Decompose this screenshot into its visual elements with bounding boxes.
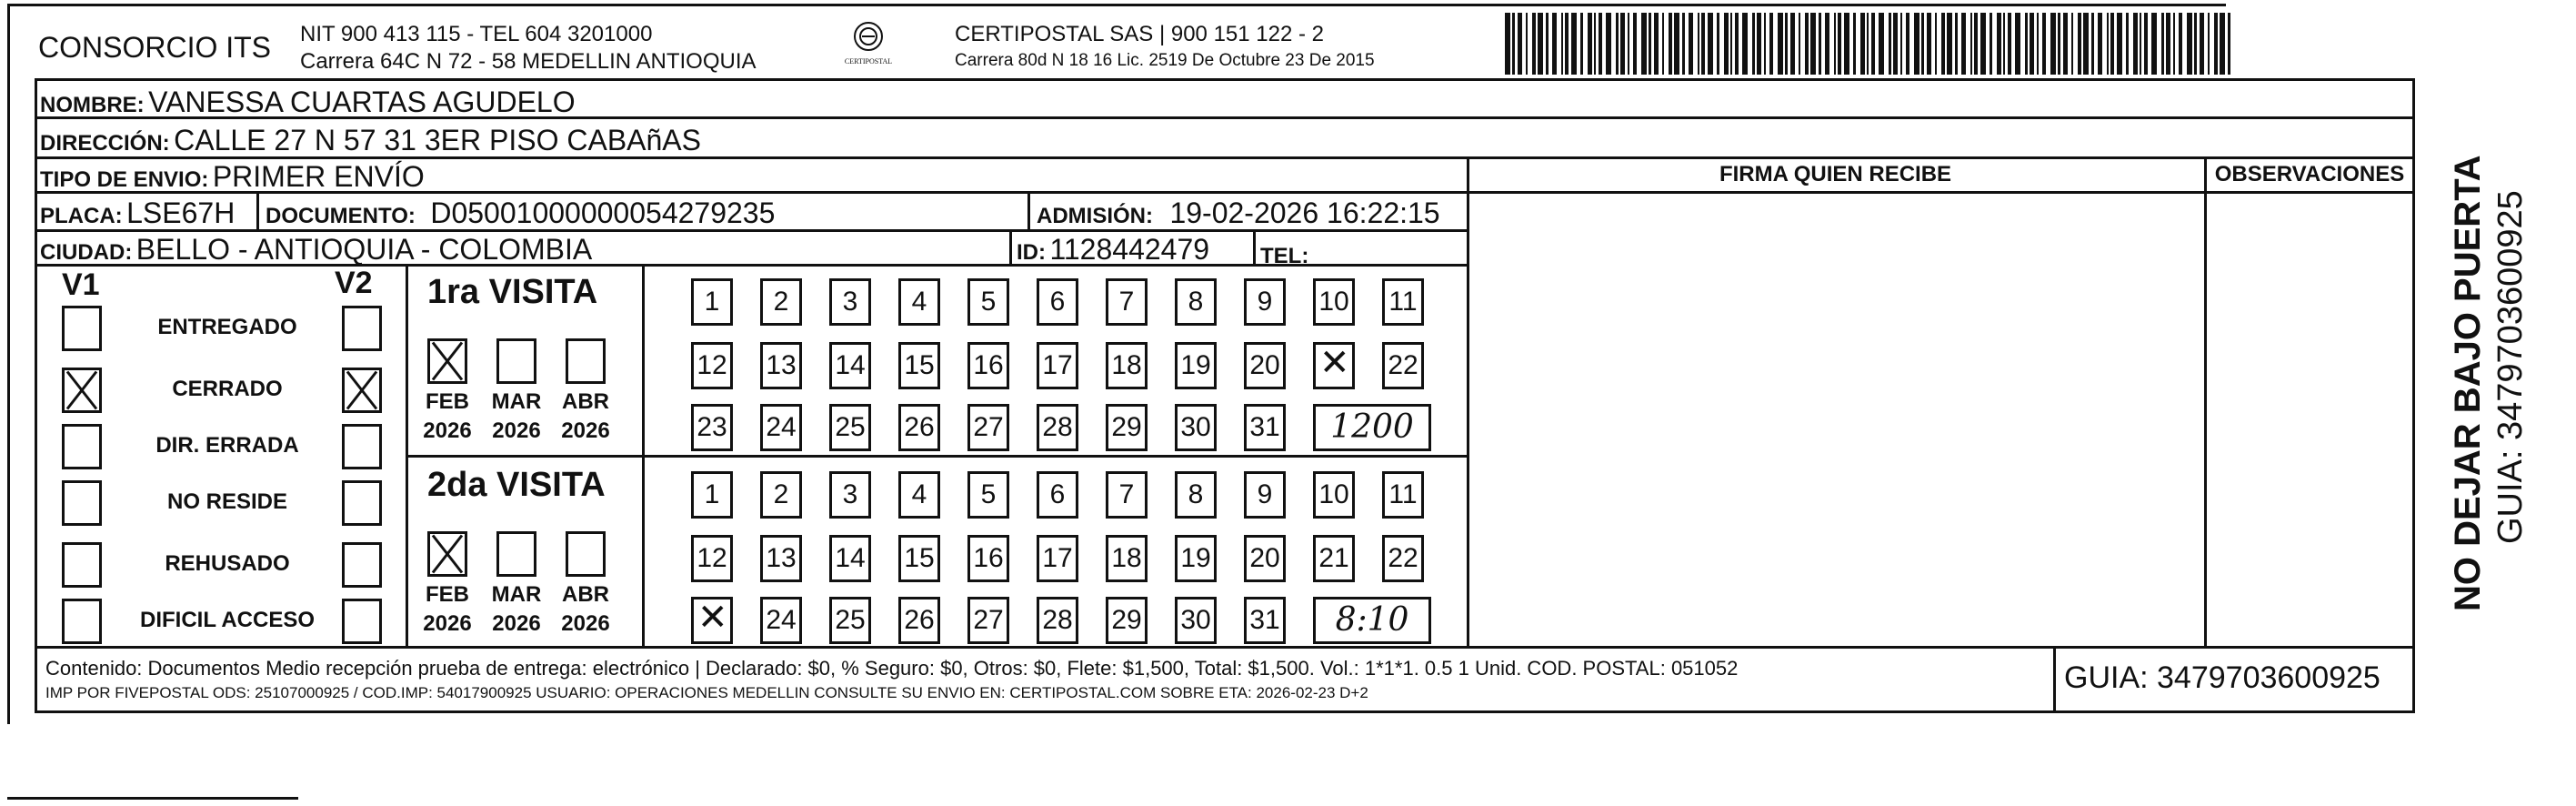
barcode-bar bbox=[1526, 13, 1528, 75]
status-label: CERRADO bbox=[172, 377, 283, 401]
signature-area[interactable] bbox=[1469, 194, 2202, 645]
barcode-bar bbox=[2144, 13, 2148, 75]
left-border bbox=[7, 4, 10, 724]
barcode-bar bbox=[2220, 13, 2225, 75]
day-23-box[interactable] bbox=[691, 597, 733, 644]
barcode-bar bbox=[1701, 13, 1705, 75]
barcode-bar bbox=[2126, 13, 2129, 75]
barcode-bar bbox=[1654, 13, 1659, 75]
day-9-box[interactable]: 9 bbox=[1244, 278, 1286, 326]
day-20-box[interactable]: 20 bbox=[1244, 342, 1286, 389]
nombre-row bbox=[40, 86, 576, 119]
day-5-box[interactable]: 5 bbox=[967, 278, 1009, 326]
month-year: 2026 bbox=[492, 611, 541, 636]
v1-header: V1 bbox=[62, 267, 100, 302]
barcode-bar bbox=[1799, 13, 1800, 75]
day-24-box[interactable]: 24 bbox=[760, 597, 802, 644]
company-name: CONSORCIO ITS bbox=[38, 31, 272, 64]
month-label bbox=[487, 580, 546, 639]
cell-divider bbox=[256, 191, 259, 229]
logo-emblem-icon bbox=[850, 20, 887, 53]
visit-title: 1ra VISITA bbox=[427, 273, 598, 311]
barcode-bar bbox=[2140, 13, 2141, 75]
day-15-box[interactable]: 15 bbox=[898, 535, 940, 582]
day-19-box[interactable]: 19 bbox=[1175, 535, 1217, 582]
barcode-bar bbox=[1819, 13, 1821, 75]
day-1-box[interactable]: 1 bbox=[691, 471, 733, 519]
month-label bbox=[418, 388, 476, 446]
courier-address: Carrera 80d N 18 16 Lic. 2519 De Octubre 23 De 2015 bbox=[955, 51, 1375, 70]
barcode-bar bbox=[1674, 13, 1679, 75]
barcode-bar bbox=[2083, 13, 2089, 75]
v2-checkbox[interactable] bbox=[342, 542, 382, 588]
placa-label: PLACA: bbox=[40, 204, 123, 228]
nombre-label: NOMBRE: bbox=[40, 93, 145, 117]
ciudad-label: CIUDAD: bbox=[40, 240, 133, 265]
day-26-box[interactable]: 26 bbox=[898, 597, 940, 644]
barcode-bar bbox=[2091, 13, 2094, 75]
firma-header: FIRMA QUIEN RECIBE bbox=[1719, 162, 1952, 186]
barcode-bar bbox=[1662, 13, 1664, 75]
barcode-bar bbox=[1941, 13, 1945, 75]
day-3-box[interactable]: 3 bbox=[829, 278, 871, 326]
barcode-bar bbox=[2042, 13, 2046, 75]
day-2-box[interactable]: 2 bbox=[760, 278, 802, 326]
month-year: 2026 bbox=[492, 418, 541, 443]
day-18-box[interactable]: 18 bbox=[1106, 342, 1148, 389]
barcode-bar bbox=[2063, 13, 2068, 75]
barcode-bar bbox=[2030, 13, 2034, 75]
cell-divider bbox=[1253, 229, 1256, 264]
day-7-box[interactable]: 7 bbox=[1106, 471, 1148, 519]
tel-label: TEL: bbox=[1260, 244, 1309, 268]
id-label: ID: bbox=[1017, 240, 1046, 265]
barcode-bar bbox=[1724, 13, 1729, 75]
barcode-bar bbox=[2008, 13, 2011, 75]
documento-cell bbox=[266, 196, 775, 230]
barcode-bar bbox=[1970, 13, 1972, 75]
day-6-box[interactable]: 6 bbox=[1037, 278, 1078, 326]
day-12-box[interactable]: 12 bbox=[691, 535, 733, 582]
day-10-box[interactable]: 10 bbox=[1313, 471, 1355, 519]
day-26-box[interactable]: 26 bbox=[898, 404, 940, 451]
visit-split-line bbox=[406, 455, 1467, 458]
barcode-bar bbox=[1752, 13, 1755, 75]
barcode-bar bbox=[1879, 13, 1884, 75]
tipo-row bbox=[40, 160, 425, 194]
day-11-box[interactable]: 11 bbox=[1382, 278, 1424, 326]
direccion-label: DIRECCIÓN: bbox=[40, 131, 170, 156]
month-year: 2026 bbox=[423, 611, 472, 636]
barcode-bar bbox=[2187, 13, 2192, 75]
day-3-box[interactable]: 3 bbox=[829, 471, 871, 519]
tipo-value: PRIMER ENVÍO bbox=[212, 160, 425, 193]
barcode-bar bbox=[1914, 13, 1919, 75]
day-28-box[interactable]: 28 bbox=[1037, 404, 1078, 451]
barcode-bar bbox=[2025, 13, 2028, 75]
logo-text: CERTIPOSTAL bbox=[844, 57, 893, 65]
barcode-bar bbox=[2200, 13, 2204, 75]
day-2-box[interactable]: 2 bbox=[760, 471, 802, 519]
day-28-box[interactable]: 28 bbox=[1037, 597, 1078, 644]
barcode-bar bbox=[2161, 13, 2164, 75]
day-13-box[interactable]: 13 bbox=[760, 535, 802, 582]
direccion-row bbox=[40, 124, 701, 157]
barcode-bar bbox=[1620, 13, 1625, 75]
v1-checkbox[interactable] bbox=[62, 599, 102, 644]
day-27-box[interactable]: 27 bbox=[967, 404, 1009, 451]
barcode-bar bbox=[1844, 13, 1849, 75]
day-11-box[interactable]: 11 bbox=[1382, 471, 1424, 519]
barcode-bar bbox=[1546, 13, 1549, 75]
barcode-bar bbox=[1921, 13, 1924, 75]
admision-cell bbox=[1037, 196, 1440, 230]
month-checkbox[interactable] bbox=[566, 338, 606, 384]
day-29-box[interactable]: 29 bbox=[1106, 597, 1148, 644]
barcode-bar bbox=[1682, 13, 1685, 75]
day-20-box[interactable]: 20 bbox=[1244, 535, 1286, 582]
barcode-bar bbox=[1594, 13, 1596, 75]
barcode-bar bbox=[1790, 13, 1795, 75]
status-label: REHUSADO bbox=[165, 551, 290, 576]
ciudad-cell bbox=[40, 233, 592, 267]
status-label: DIFICIL ACCESO bbox=[139, 608, 315, 632]
barcode-bar bbox=[2003, 13, 2005, 75]
barcode-bar bbox=[1893, 13, 1898, 75]
barcode-bar bbox=[2214, 13, 2218, 75]
barcode-bar bbox=[1947, 13, 1952, 75]
barcode-bar bbox=[1532, 13, 1536, 75]
v2-checkbox[interactable] bbox=[342, 480, 382, 526]
direccion-value: CALLE 27 N 57 31 3ER PISO CABAñAS bbox=[174, 124, 701, 156]
cell-divider bbox=[1027, 191, 1030, 229]
day-21-box[interactable] bbox=[1313, 342, 1355, 389]
barcode-bar bbox=[1825, 13, 1829, 75]
tipo-label: TIPO DE ENVIO: bbox=[40, 167, 209, 192]
tel-cell bbox=[1260, 237, 1308, 270]
barcode-bar bbox=[1860, 13, 1865, 75]
month-year: 2026 bbox=[561, 611, 610, 636]
certipostal-logo bbox=[837, 20, 900, 75]
barcode-bar bbox=[1867, 13, 1869, 75]
observaciones-area[interactable] bbox=[2207, 194, 2414, 645]
day-19-box[interactable]: 19 bbox=[1175, 342, 1217, 389]
day-10-box[interactable]: 10 bbox=[1313, 278, 1355, 326]
barcode-bar bbox=[1742, 13, 1748, 75]
v2-checkbox[interactable] bbox=[342, 306, 382, 351]
barcode-bar bbox=[2117, 13, 2122, 75]
day-4-box[interactable]: 4 bbox=[898, 471, 940, 519]
month-checkbox[interactable] bbox=[427, 338, 467, 384]
barcode-bar bbox=[1810, 13, 1816, 75]
status-label: NO RESIDE bbox=[166, 489, 288, 514]
side-guia: GUIA: 3479703600925 bbox=[2491, 190, 2530, 544]
barcode-bar bbox=[1778, 13, 1783, 75]
day-4-box[interactable]: 4 bbox=[898, 278, 940, 326]
barcode-bar bbox=[1900, 13, 1902, 75]
barcode-bar bbox=[2133, 13, 2138, 75]
day-14-box[interactable]: 14 bbox=[829, 535, 871, 582]
month-year: 2026 bbox=[423, 418, 472, 443]
barcode-bar bbox=[1708, 13, 1713, 75]
company-nit: NIT 900 413 115 - TEL 604 3201000 bbox=[300, 22, 653, 46]
id-cell bbox=[1017, 233, 1209, 267]
cell-divider bbox=[1009, 229, 1012, 264]
day-1-box[interactable]: 1 bbox=[691, 278, 733, 326]
id-value: 1128442479 bbox=[1049, 233, 1210, 266]
documento-value: D05001000000054279235 bbox=[430, 196, 776, 229]
barcode-bar bbox=[2208, 13, 2210, 75]
barcode-bar bbox=[1980, 13, 1986, 75]
month-name: MAR bbox=[491, 582, 542, 607]
day-12-box[interactable]: 12 bbox=[691, 342, 733, 389]
barcode-bar bbox=[2078, 13, 2081, 75]
barcode-bar bbox=[1997, 13, 2001, 75]
barcode-bar bbox=[1599, 13, 1602, 75]
barcode-bar bbox=[1834, 13, 1836, 75]
day-25-box[interactable]: 25 bbox=[829, 404, 871, 451]
barcode-bar bbox=[1889, 13, 1891, 75]
side-warning: NO DEJAR BAJO PUERTA bbox=[2448, 155, 2488, 611]
admision-label: ADMISIÓN: bbox=[1037, 204, 1153, 228]
barcode-bar bbox=[2194, 13, 2197, 75]
top-border bbox=[7, 4, 2226, 6]
barcode-bar bbox=[1955, 13, 1958, 75]
day-30-box[interactable]: 30 bbox=[1175, 404, 1217, 451]
documento-label: DOCUMENTO: bbox=[266, 204, 416, 228]
day-31-box[interactable]: 31 bbox=[1244, 404, 1286, 451]
barcode-bar bbox=[1769, 13, 1773, 75]
barcode-bar bbox=[1580, 13, 1583, 75]
barcode-bar bbox=[1785, 13, 1788, 75]
month-label bbox=[418, 580, 476, 639]
day-22-box[interactable]: 22 bbox=[1382, 535, 1424, 582]
barcode-bar bbox=[1853, 13, 1856, 75]
day-30-box[interactable]: 30 bbox=[1175, 597, 1217, 644]
placa-value: LSE67H bbox=[126, 196, 236, 229]
barcode-bar bbox=[2173, 13, 2175, 75]
barcode-bar bbox=[2166, 13, 2170, 75]
barcode-bar bbox=[1730, 13, 1732, 75]
footer-guia: GUIA: 3479703600925 bbox=[2064, 660, 2381, 695]
barcode-bar bbox=[2228, 13, 2230, 75]
barcode-bar bbox=[1588, 13, 1592, 75]
barcode-bar bbox=[1698, 13, 1699, 75]
v2-checkbox[interactable] bbox=[342, 599, 382, 644]
barcode-bar bbox=[1757, 13, 1761, 75]
v1-checkbox[interactable] bbox=[62, 306, 102, 351]
barcode-bar bbox=[1990, 13, 1992, 75]
day-13-box[interactable]: 13 bbox=[760, 342, 802, 389]
month-name: FEB bbox=[426, 582, 469, 607]
day-17-box[interactable]: 17 bbox=[1037, 535, 1078, 582]
month-label bbox=[556, 580, 615, 639]
day-9-box[interactable]: 9 bbox=[1244, 471, 1286, 519]
barcode-bar bbox=[1538, 13, 1543, 75]
barcode-bar bbox=[1649, 13, 1651, 75]
day-29-box[interactable]: 29 bbox=[1106, 404, 1148, 451]
day-6-box[interactable]: 6 bbox=[1037, 471, 1078, 519]
barcode-bar bbox=[1628, 13, 1629, 75]
barcode-bar bbox=[1764, 13, 1766, 75]
month-checkbox[interactable] bbox=[427, 531, 467, 577]
barcode-bar bbox=[2071, 13, 2073, 75]
barcode-bar bbox=[1633, 13, 1637, 75]
v2-checkbox[interactable] bbox=[342, 368, 382, 413]
barcode-bar bbox=[2050, 13, 2056, 75]
day-7-box[interactable]: 7 bbox=[1106, 278, 1148, 326]
bottom-border bbox=[7, 797, 298, 800]
month-name: ABR bbox=[562, 389, 609, 414]
day-23-box[interactable]: 23 bbox=[691, 404, 733, 451]
barcode-bar bbox=[1927, 13, 1931, 75]
day-16-box[interactable]: 16 bbox=[967, 342, 1009, 389]
day-15-box[interactable]: 15 bbox=[898, 342, 940, 389]
barcode-bar bbox=[1641, 13, 1647, 75]
barcode-bar bbox=[1689, 13, 1693, 75]
barcode-bar bbox=[1717, 13, 1719, 75]
day-31-box[interactable]: 31 bbox=[1244, 597, 1286, 644]
admision-value: 19-02-2026 16:22:15 bbox=[1169, 196, 1440, 229]
barcode-bar bbox=[1571, 13, 1577, 75]
barcode-bar bbox=[2179, 13, 2182, 75]
courier-name: CERTIPOSTAL SAS | 900 151 122 - 2 bbox=[955, 22, 1324, 46]
barcode-bar bbox=[2098, 13, 2102, 75]
v1-checkbox[interactable] bbox=[62, 542, 102, 588]
day-5-box[interactable]: 5 bbox=[967, 471, 1009, 519]
barcode-bar bbox=[2015, 13, 2020, 75]
barcode-bar bbox=[1552, 13, 1557, 75]
footer-line bbox=[35, 646, 2415, 649]
day-14-box[interactable]: 14 bbox=[829, 342, 871, 389]
barcode-bar bbox=[1606, 13, 1611, 75]
visit-time-box: 1200 bbox=[1313, 404, 1431, 451]
barcode-bar bbox=[1906, 13, 1909, 75]
month-name: FEB bbox=[426, 389, 469, 414]
placa-cell bbox=[40, 196, 235, 230]
barcode-bar bbox=[1871, 13, 1875, 75]
barcode-bar bbox=[2037, 13, 2039, 75]
barcode bbox=[1505, 13, 2232, 75]
month-checkbox[interactable] bbox=[566, 531, 606, 577]
barcode-bar bbox=[1974, 13, 1978, 75]
month-name: ABR bbox=[562, 582, 609, 607]
footer-divider bbox=[2053, 646, 2056, 713]
footer-contenido: Contenido: Documentos Medio recepción prueba de entrega: electrónico | Declarado: $0, % Seguro: $0, Otros: $0, Flete: $1,500, Total: $1,500. Vol.: 1*1*1. 0.5 1 Unid. COD. POSTAL: 051052 bbox=[45, 657, 1739, 680]
footer-imp: IMP POR FIVEPOSTAL ODS: 25107000925 / COD.IMP: 54017900925 USUARIO: OPERACIONES MEDELLIN CONSULTE SU ENVIO EN: CERTIPOSTAL.COM SOBRE ETA: 2026-02-23 D+2 bbox=[45, 684, 1368, 701]
company-address: Carrera 64C N 72 - 58 MEDELLIN ANTIOQUIA bbox=[300, 49, 757, 74]
month-year: 2026 bbox=[561, 418, 610, 443]
barcode-bar bbox=[1505, 13, 1510, 75]
month-name: MAR bbox=[491, 389, 542, 414]
v2-checkbox[interactable] bbox=[342, 424, 382, 469]
barcode-bar bbox=[1935, 13, 1937, 75]
day-16-box[interactable]: 16 bbox=[967, 535, 1009, 582]
status-label: DIR. ERRADA bbox=[155, 433, 299, 458]
day-21-box[interactable]: 21 bbox=[1313, 535, 1355, 582]
barcode-bar bbox=[1518, 13, 1522, 75]
month-label bbox=[556, 388, 615, 446]
day-18-box[interactable]: 18 bbox=[1106, 535, 1148, 582]
barcode-bar bbox=[1961, 13, 1966, 75]
day-24-box[interactable]: 24 bbox=[760, 404, 802, 451]
barcode-bar bbox=[2151, 13, 2157, 75]
barcode-bar bbox=[1616, 13, 1619, 75]
day-27-box[interactable]: 27 bbox=[967, 597, 1009, 644]
barcode-bar bbox=[1565, 13, 1569, 75]
nombre-value: VANESSA CUARTAS AGUDELO bbox=[148, 86, 576, 118]
barcode-bar bbox=[2058, 13, 2060, 75]
barcode-bar bbox=[1735, 13, 1739, 75]
day-25-box[interactable]: 25 bbox=[829, 597, 871, 644]
visit-time-box: 8:10 bbox=[1313, 597, 1431, 644]
month-label bbox=[487, 388, 546, 446]
day-8-box[interactable]: 8 bbox=[1175, 278, 1217, 326]
v1-checkbox[interactable] bbox=[62, 480, 102, 526]
ciudad-value: BELLO - ANTIOQUIA - COLOMBIA bbox=[135, 233, 593, 266]
barcode-bar bbox=[1838, 13, 1841, 75]
month-checkbox[interactable] bbox=[496, 531, 536, 577]
day-17-box[interactable]: 17 bbox=[1037, 342, 1078, 389]
barcode-bar bbox=[1805, 13, 1809, 75]
barcode-bar bbox=[1512, 13, 1515, 75]
day-8-box[interactable]: 8 bbox=[1175, 471, 1217, 519]
day-22-box[interactable]: 22 bbox=[1382, 342, 1424, 389]
v1-checkbox[interactable] bbox=[62, 424, 102, 469]
month-checkbox[interactable] bbox=[496, 338, 536, 384]
observaciones-header: OBSERVACIONES bbox=[2214, 162, 2405, 186]
barcode-bar bbox=[2107, 13, 2109, 75]
v1-checkbox[interactable] bbox=[62, 368, 102, 413]
barcode-bar bbox=[1669, 13, 1672, 75]
status-label: ENTREGADO bbox=[157, 315, 297, 339]
barcode-bar bbox=[2110, 13, 2114, 75]
barcode-bar bbox=[1561, 13, 1563, 75]
v2-header: V2 bbox=[335, 266, 373, 300]
visit-title: 2da VISITA bbox=[427, 466, 606, 504]
